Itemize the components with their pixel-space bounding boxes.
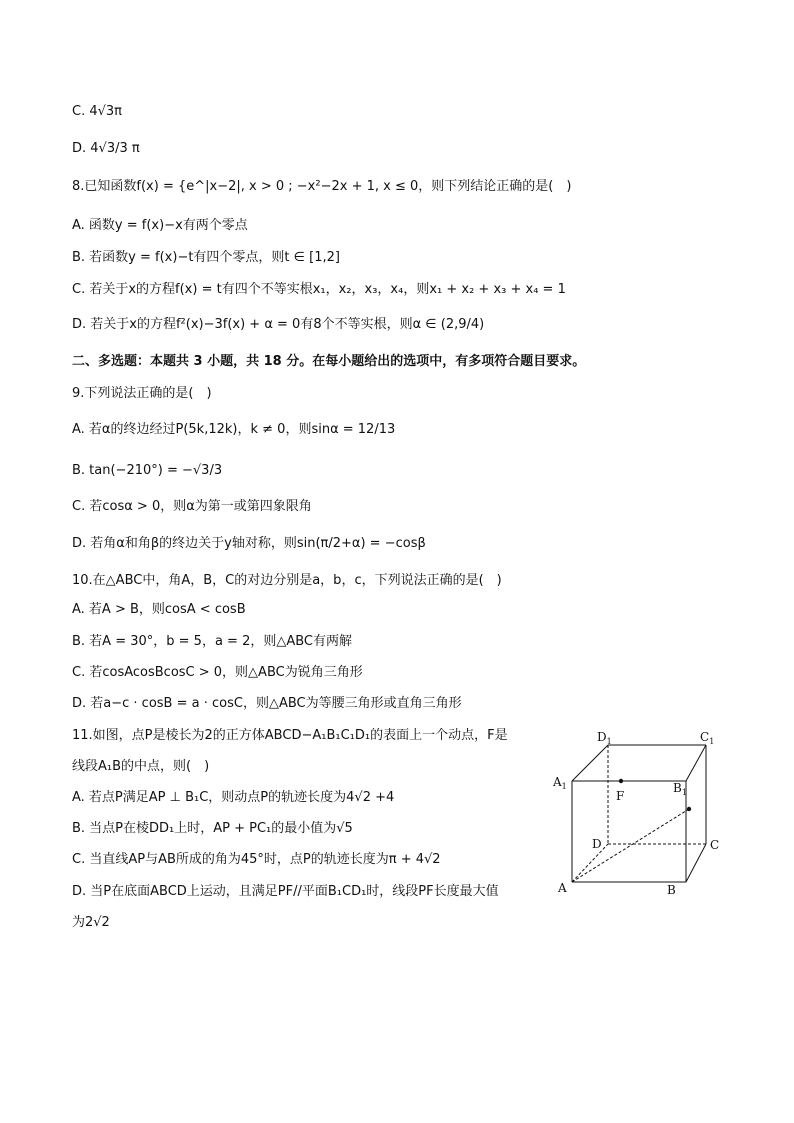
- label-c: C: [710, 838, 720, 852]
- question-11-stem: 11.如图，点P是棱长为2的正方体ABCD−A₁B₁C₁D₁的表面上一个动点，F是: [72, 728, 508, 743]
- option-7d: D. 4√3/3 π: [72, 141, 140, 156]
- label-c1: $C_1$: [700, 730, 715, 746]
- option-11a: A. 若点P满足AP ⊥ B₁C，则动点P的轨迹长度为4√2 +4: [72, 790, 395, 805]
- question-10-stem: 10.在△ABC中，角A，B，C的对边分别是a，b，c，下列说法正确的是( ): [72, 573, 502, 588]
- segment-ap-hidden: [572, 809, 689, 882]
- option-8b: B. 若函数y = f(x)−t有四个零点，则t ∈ [1,2]: [72, 250, 340, 265]
- option-9c: C. 若cosα > 0，则α为第一或第四象限角: [72, 499, 312, 514]
- option-8a: A. 函数y = f(x)−x有两个零点: [72, 218, 248, 233]
- option-10b: B. 若A = 30°，b = 5，a = 2，则△ABC有两解: [72, 634, 353, 649]
- edge-bc: [686, 844, 706, 882]
- point-f: [619, 779, 623, 783]
- option-9b: B. tan(−210°) = −√3/3: [72, 463, 223, 478]
- question-9-stem: 9.下列说法正确的是( ): [72, 386, 212, 401]
- option-7c: C. 4√3π: [72, 104, 122, 119]
- option-11c: C. 当直线AP与AB所成的角为45°时，点P的轨迹长度为π + 4√2: [72, 852, 441, 867]
- cube-figure: [548, 726, 728, 902]
- point-p: [687, 807, 691, 811]
- question-11-stem-cont: 线段A₁B的中点，则( ): [72, 759, 210, 774]
- option-11d-cont: 为2√2: [72, 915, 110, 930]
- section-heading-multiple-choice: 二、多选题：本题共 3 小题，共 18 分。在每小题给出的选项中，有多项符合题目要求。: [72, 354, 586, 369]
- label-d1: $D_1$: [597, 730, 612, 746]
- label-f: F: [616, 789, 625, 803]
- option-11d: D. 当P在底面ABCD上运动，且满足PF//平面B₁CD₁时，线段PF长度最大值: [72, 884, 499, 899]
- option-8d: D. 若关于x的方程f²(x)−3f(x) + α = 0有8个不等实根，则α ∈ (2,9/4): [72, 317, 485, 332]
- option-9a: A. 若α的终边经过P(5k,12k)，k ≠ 0，则sinα = 12/13: [72, 422, 396, 437]
- label-d: D: [592, 837, 602, 851]
- option-11b: B. 当点P在棱DD₁上时，AP + PC₁的最小值为√5: [72, 821, 353, 836]
- option-10c: C. 若cosAcosBcosC > 0，则△ABC为锐角三角形: [72, 665, 363, 680]
- label-a1: $A_1$: [553, 775, 567, 791]
- edge-a1d1: [572, 745, 608, 781]
- label-a: A: [558, 881, 567, 895]
- label-b1: $B_1$: [673, 781, 687, 797]
- option-9d: D. 若角α和角β的终边关于y轴对称，则sin(π/2+α) = −cosβ: [72, 536, 426, 551]
- edge-b1c1: [686, 745, 706, 781]
- option-10d: D. 若a−c · cosB = a · cosC，则△ABC为等腰三角形或直角三角形: [72, 696, 462, 711]
- option-8c: C. 若关于x的方程f(x) = t有四个不等实根x₁，x₂，x₃，x₄，则x₁ + x₂ + x₃ + x₄ = 1: [72, 282, 566, 297]
- option-10a: A. 若A > B，则cosA < cosB: [72, 602, 246, 617]
- label-b: B: [667, 883, 676, 897]
- question-8-stem: 8.已知函数f(x) = {e^|x−2|, x > 0 ; −x²−2x + 1, x ≤ 0，则下列结论正确的是( ): [72, 179, 572, 194]
